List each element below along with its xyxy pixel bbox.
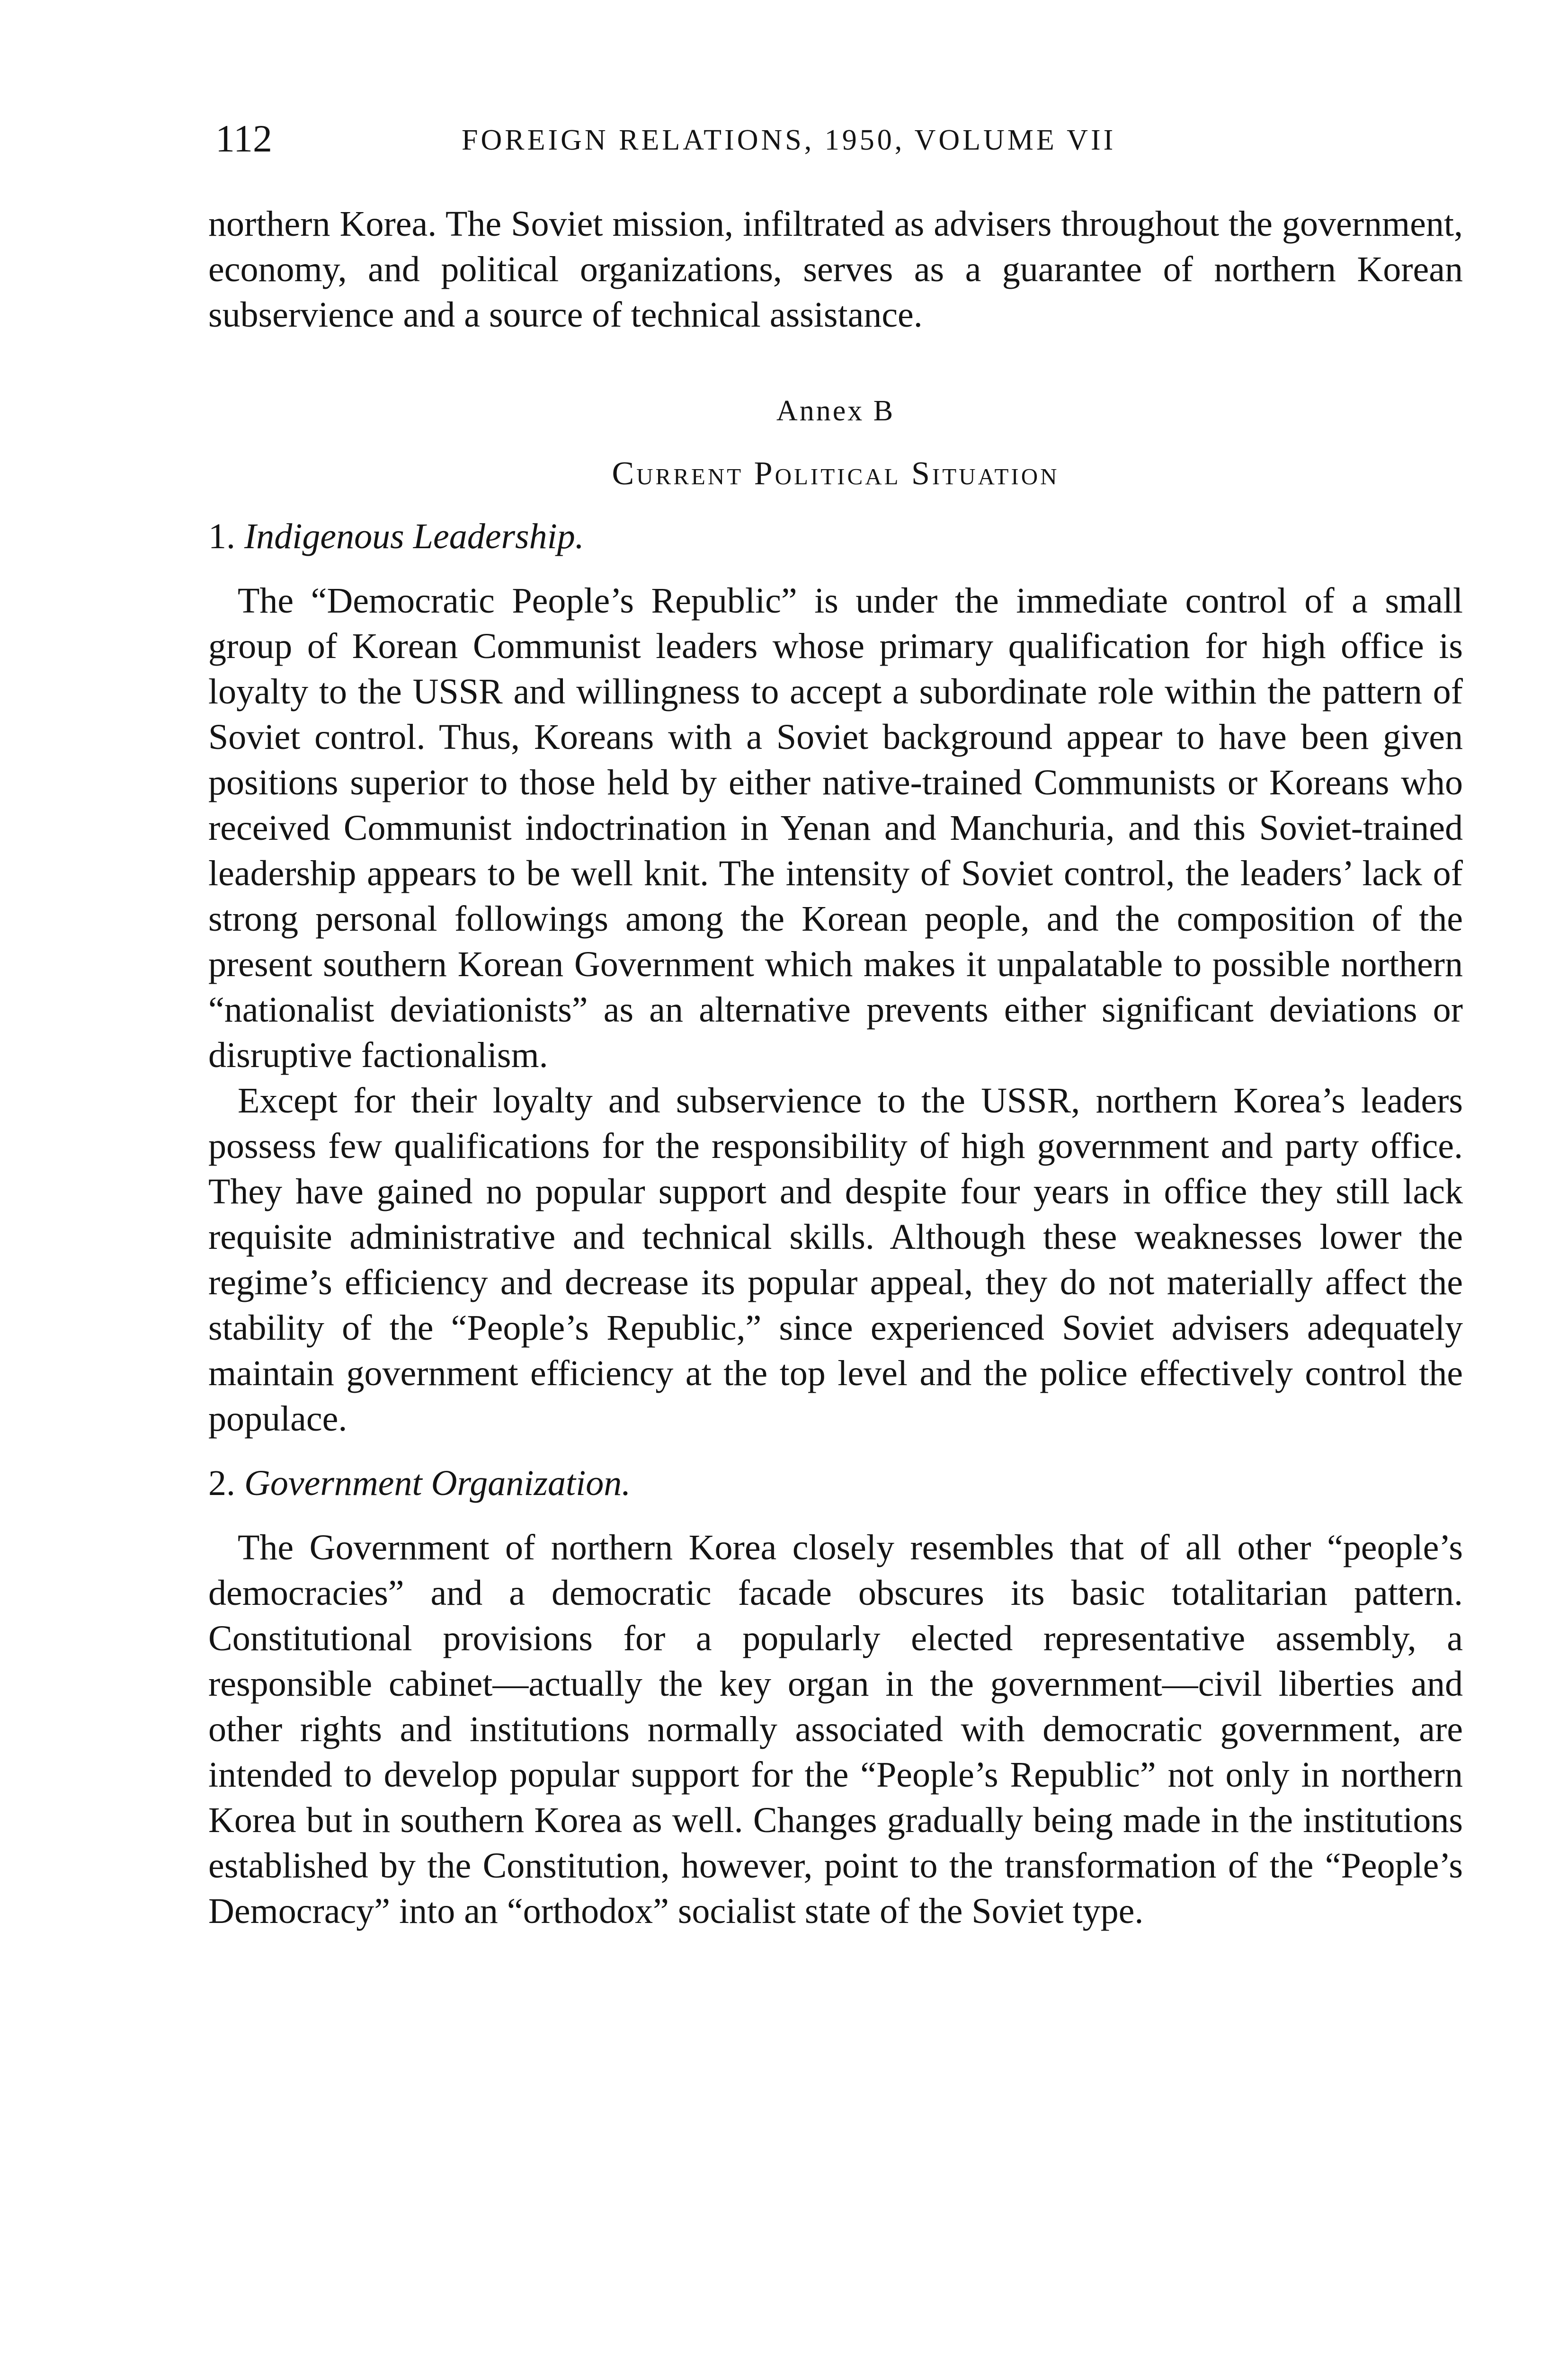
section-heading-2 (208, 1460, 1463, 1506)
body-text (208, 201, 1463, 1934)
page-number: 112 (215, 117, 272, 160)
section-heading-1 (208, 514, 1463, 559)
section-number: 1. (208, 516, 235, 556)
running-title: FOREIGN RELATIONS, 1950, VOLUME VII (462, 124, 1116, 156)
paragraph: The Government of northern Korea closely resembles that of all other “people’s democracies” and a democratic facade obscures its basic totalitarian pattern. Constitutional provisions for a popularly elected representative assembly, a responsible cabinet—actually the key organ in the government—civil liberties and other rights and institutions normally associated with democratic government, are intended to develop popular support for the “People’s Republic” not only in northern Korea but in southern Korea as well. Changes gradually being made in the institutions established by the Constitution, however, point to the transformation of the “People’s Democracy” into an “orthodox” socialist state of the Soviet type. (208, 1528, 1463, 1931)
annex-label: Annex B (776, 395, 895, 427)
running-header (215, 117, 1461, 160)
section-title: Current Political Situation (612, 455, 1060, 492)
section-number: 2. (208, 1463, 235, 1503)
paragraph: The “Democratic People’s Republic” is under the immediate control of a small group of Korean Communist leaders whose primary qualification for high office is loyalty to the USSR and willingness to accept a subordinate role within the pattern of Soviet control. Thus, Koreans with a Soviet background appear to have been given positions superior to those held by either native-trained Communists or Koreans who received Communist indoctrination in Yenan and Manchuria, and this Soviet-trained leadership appears to be well knit. The intensity of Soviet control, the leaders’ lack of strong personal followings among the Korean people, and the composition of the present southern Korean Government which makes it unpalatable to possible northern “nationalist deviationists” as an alternative prevents either significant deviations or disruptive factionalism. (208, 581, 1463, 1075)
section-heading-text: Government Organization. (244, 1463, 631, 1503)
paragraph: Except for their loyalty and subservience to the USSR, northern Korea’s leaders possess few qualifications for the responsibility of high government and party office. They have gained no popular support and despite four years in office they still lack requisite administrative and technical skills. Although these weaknesses lower the regime’s efficiency and decrease its popular appeal, they do not materially affect the stability of the “People’s Republic,” since experienced Soviet advisers adequately maintain government efficiency at the top level and the police effectively control the populace. (208, 1081, 1463, 1439)
intro-paragraph: northern Korea. The Soviet mission, infiltrated as advisers throughout the government, economy, and political organizations, serves as a guarantee of northern Korean subservience and a source of technical assistance. (208, 204, 1463, 335)
section-heading-text: Indigenous Leadership. (244, 516, 584, 556)
